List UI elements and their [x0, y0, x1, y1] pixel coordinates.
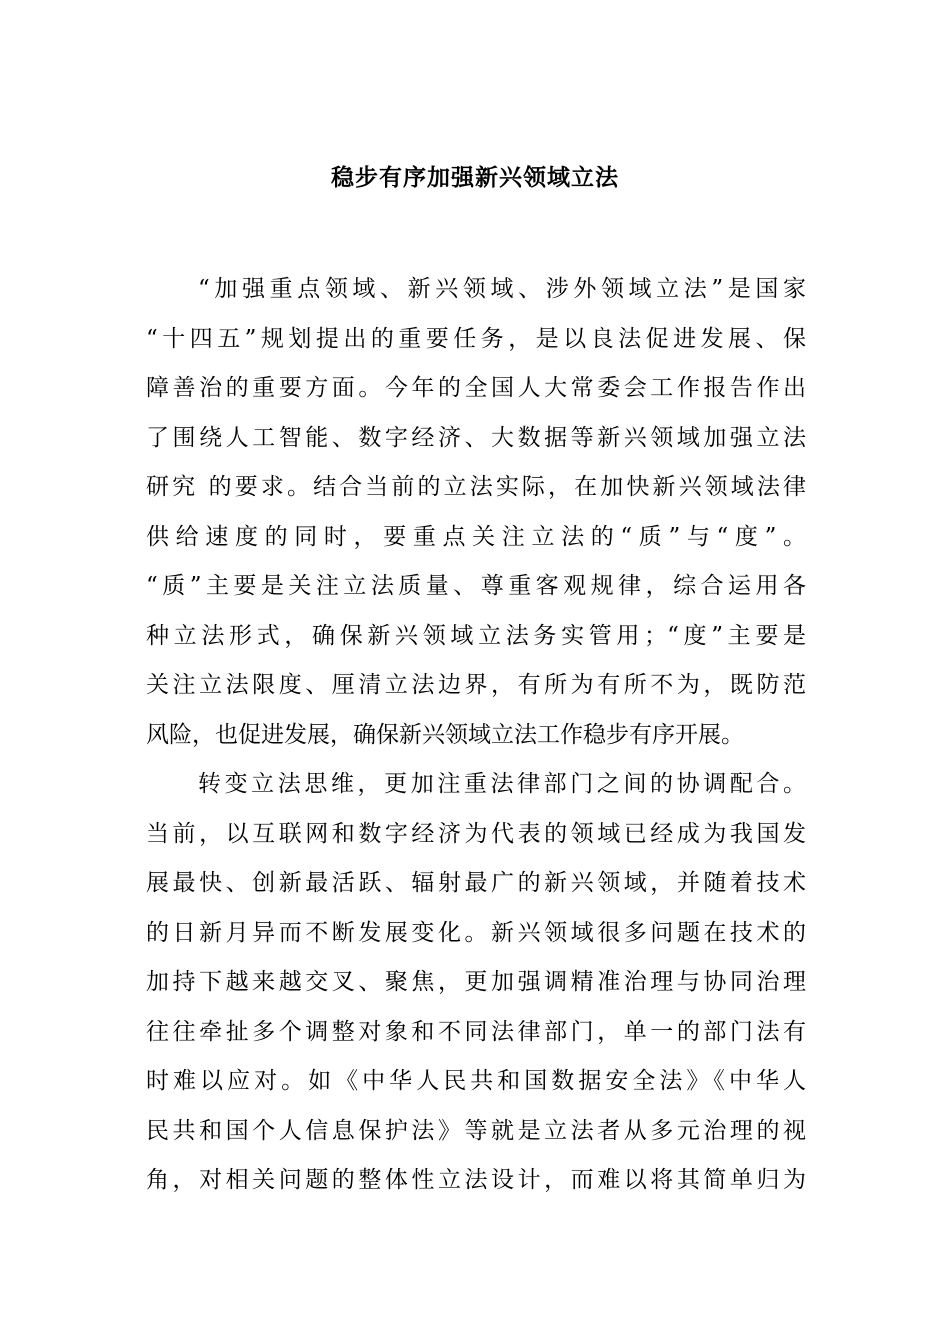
text-line: 时难以应对。如《中华人民共和国数据安全法》《中华人 [146, 1068, 806, 1094]
text-line: 角，对相关问题的整体性立法设计，而难以将其简单归为 [146, 1167, 806, 1193]
document-body [146, 265, 806, 1206]
text-line: 种立法形式，确保新兴领域立法务实管用；“度”主要是 [146, 622, 806, 649]
text-line: “十四五”规划提出的重要任务，是以良法促进发展、保 [146, 325, 806, 352]
text-line: 了围绕人工智能、数字经济、大数据等新兴领域加强立法 [146, 424, 806, 451]
text-line: 风险，也促进发展，确保新兴领域立法工作稳步有序开展。 [146, 721, 744, 748]
text-line: 研究 的要求。结合当前的立法实际，在加快新兴领域法律 [146, 474, 806, 500]
text-line: 转变立法思维，更加注重法律部门之间的协调配合。 [198, 771, 806, 797]
text-line: 当前，以互联网和数字经济为代表的领域已经成为我国发 [146, 820, 806, 847]
text-line: 的日新月异而不断发展变化。新兴领域很多问题在技术的 [146, 919, 806, 946]
text-line: 往往牵扯多个调整对象和不同法律部门，单一的部门法有 [146, 1018, 806, 1045]
text-line: 关注立法限度、厘清立法边界，有所为有所不为，既防范 [146, 672, 806, 698]
text-line: 展最快、创新最活跃、辐射最广的新兴领域，并随着技术 [146, 870, 806, 896]
document-title: 稳步有序加强新兴领域立法 [331, 164, 619, 191]
text-line: 供给速度的同时，要重点关注立法的“质”与“度”。 [146, 523, 806, 550]
text-line: 障善治的重要方面。今年的全国人大常委会工作报告作出 [146, 375, 806, 401]
text-line: “质”主要是关注立法质量、尊重客观规律，综合运用各 [146, 573, 806, 599]
text-line: 民共和国个人信息保护法》等就是立法者从多元治理的视 [146, 1117, 806, 1144]
text-line: “加强重点领域、新兴领域、涉外领域立法”是国家 [198, 276, 806, 302]
text-line: 加持下越来越交叉、聚焦，更加强调精准治理与协同治理 [146, 969, 806, 995]
